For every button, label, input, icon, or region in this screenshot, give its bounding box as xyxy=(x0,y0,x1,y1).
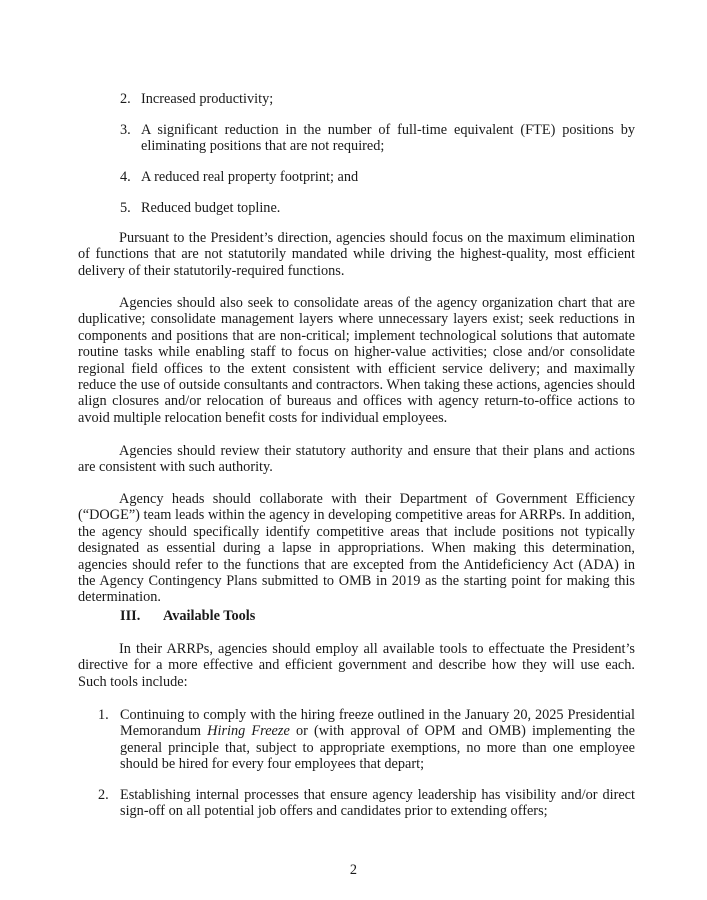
list-text: Reduced budget topline. xyxy=(141,200,281,216)
paragraph: Agency heads should collaborate with their Department of Government Efficiency (“DOGE”) team leads within the agency in developing competitive areas for ARRPs. In addition, the agency should specifically identify competitive areas that include positions not typically designated as essential during a lapse in appropriations. When making this determination, agencies should refer to the functions that are excepted from the Antideficiency Act (ADA) in the Agency Contingency Plans submitted to OMB in 2019 as the starting point for making this determination. xyxy=(78,491,635,606)
list-text-part: Establishing internal processes that ensure agency leadership has visibility and/or direct sign-off on all potential job offers and candidates prior to extending offers; xyxy=(120,787,635,820)
list-text xyxy=(120,787,635,820)
list-number: 1. xyxy=(98,707,109,723)
list-text-part: Continuing to comply with the hiring freeze outlined in the January 20, 2025 Presidential Memorandum xyxy=(120,707,635,740)
list-text: Increased productivity; xyxy=(141,91,274,107)
paragraph: Agencies should also seek to consolidate areas of the agency organization chart that are duplicative; consolidate management layers where unnecessary layers exist; seek reductions in components and positions that are non-critical; implement technological solutions that automate routine tasks while enabling staff to focus on higher-value activities; close and/or consolidate regional field offices to the extent consistent with efficient service delivery; and maximally reduce the use of outside consultants and contractors. When taking these actions, agencies should align closures and/or relocation of bureaus and offices with agency return-to-office actions to avoid multiple relocation benefit costs for individual employees. xyxy=(78,295,635,426)
list-text: A significant reduction in the number of full-time equivalent (FTE) positions by eliminating positions that are not required; xyxy=(141,122,635,155)
list-text xyxy=(120,707,635,773)
list-text: A reduced real property footprint; and xyxy=(141,169,359,185)
paragraph: In their ARRPs, agencies should employ all available tools to effectuate the President’s directive for a more effective and efficient government and describe how they will use each. Such tools include: xyxy=(78,641,635,690)
list-number: 5. xyxy=(120,200,131,216)
section-heading xyxy=(120,608,255,625)
paragraph: Agencies should review their statutory authority and ensure that their plans and actions are consistent with such authority. xyxy=(78,443,635,476)
page-number: 2 xyxy=(349,862,358,878)
section-title: Available Tools xyxy=(163,608,256,624)
section-number: III. xyxy=(120,608,141,624)
memo-title: Hiring Freeze xyxy=(207,723,290,740)
list-number: 2. xyxy=(98,787,109,803)
list-text-part: or (with approval of OPM and OMB) implementing the general principle that, subject to appropriate exemptions, no more than one employee should be hired for every four employees that depart; xyxy=(120,723,636,773)
list-number: 3. xyxy=(120,122,131,138)
paragraph: Pursuant to the President’s direction, agencies should focus on the maximum elimination of functions that are not statutorily mandated while driving the highest-quality, most efficient delivery of their statutorily-required functions. xyxy=(78,230,635,279)
list-number: 4. xyxy=(120,169,131,185)
list-number: 2. xyxy=(120,91,131,107)
